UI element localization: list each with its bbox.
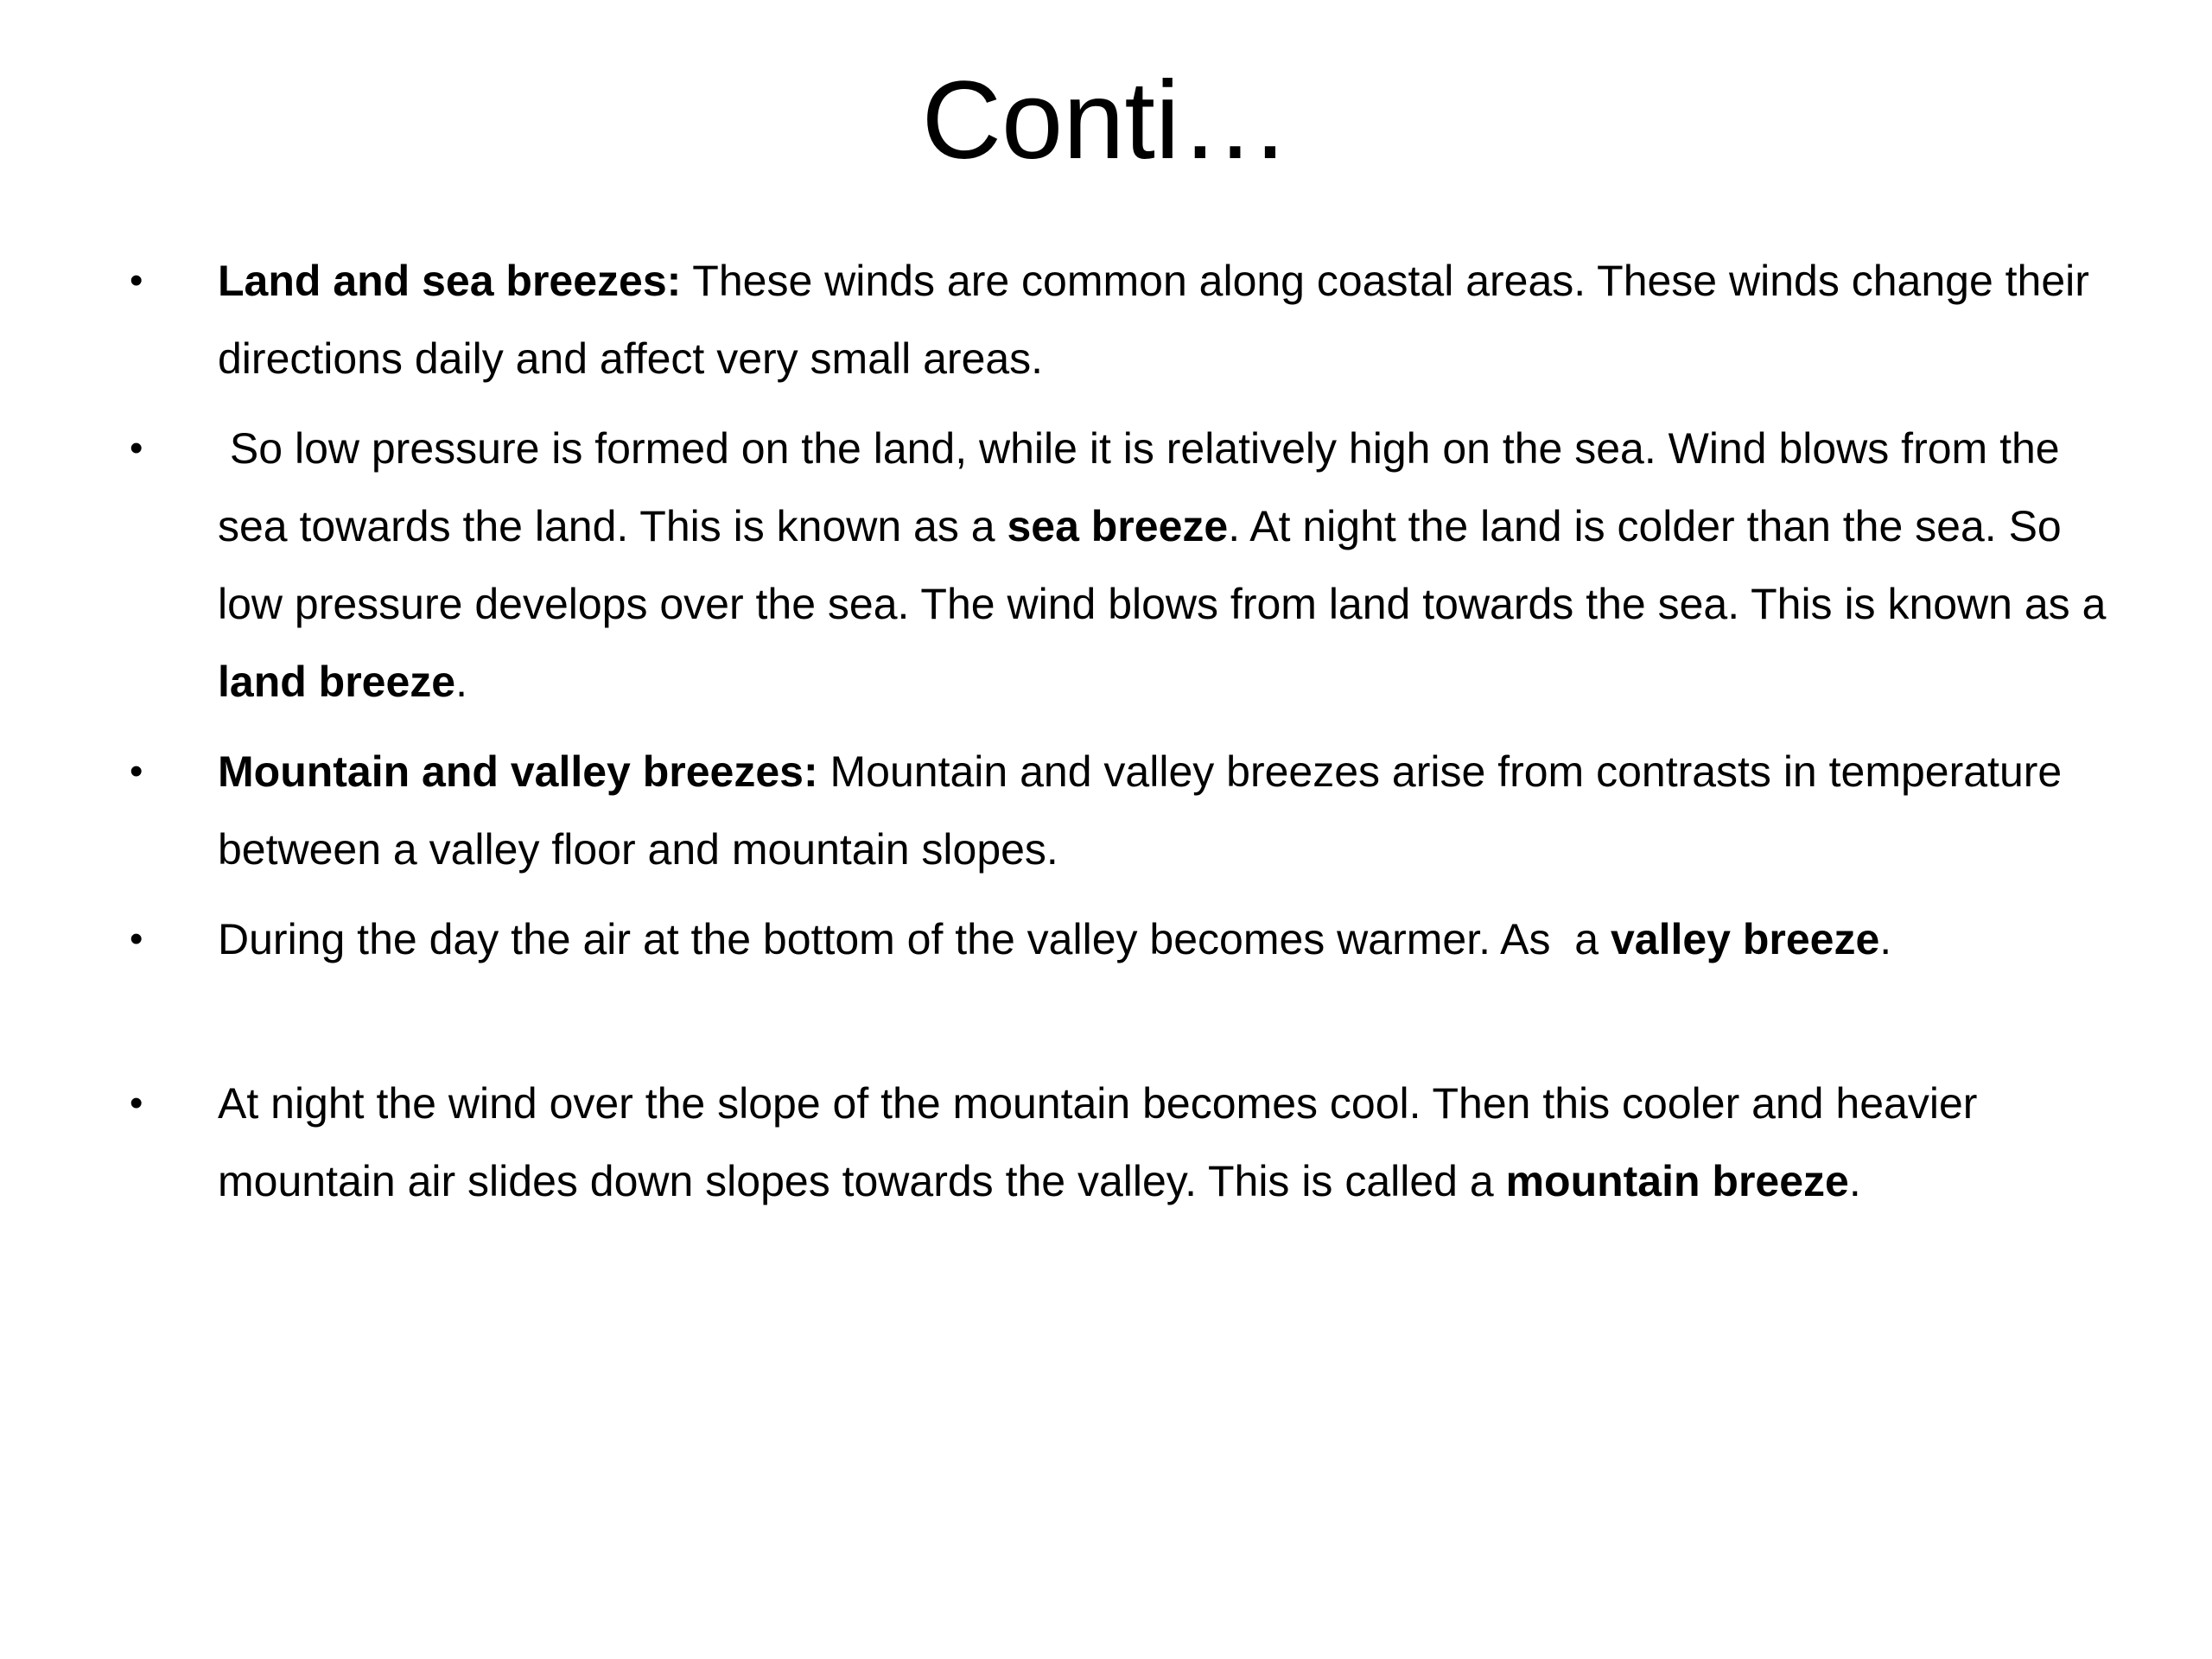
bullet-text-run: These winds are common along coastal areas. These winds change their directions daily and affect very small areas. <box>218 257 2089 383</box>
bullet-text <box>218 424 2106 706</box>
bullet-item-mountain-valley-breezes <box>130 733 2117 888</box>
bullet-text-bold: Land and sea breezes: <box>218 257 682 305</box>
bullet-item-valley-breeze <box>130 900 2117 978</box>
bullet-text-run: Mountain and valley breezes arise from contrasts in temperature between a valley floor and mountain slopes. <box>218 747 2063 874</box>
bullet-list <box>130 242 2117 1232</box>
bullet-text-bold: sea breeze <box>1007 502 1229 550</box>
bullet-icon: • <box>130 1082 143 1124</box>
bullet-icon: • <box>130 259 143 302</box>
bullet-text-run: . At night the land is colder than the sea. So low pressure develops over the sea. The wind blows from land towards the sea. This is known as a <box>218 502 2107 628</box>
bullet-text <box>218 1079 1977 1205</box>
bullet-text-run: . <box>455 658 468 706</box>
bullet-text-run: . <box>1879 915 1892 963</box>
bullet-icon: • <box>130 427 143 469</box>
bullet-text <box>218 915 1891 963</box>
bullet-text-run: During the day the air at the bottom of the valley becomes warmer. As a <box>218 915 1611 963</box>
bullet-item-mountain-breeze <box>130 1065 2117 1220</box>
bullet-text-bold: Mountain and valley breezes: <box>218 747 818 796</box>
bullet-text-bold: land breeze <box>218 658 456 706</box>
bullet-text-bold: valley breeze <box>1610 915 1880 963</box>
bullet-icon: • <box>130 918 143 960</box>
slide-title: Conti… <box>921 59 1291 182</box>
bullet-item-land-sea-breezes <box>130 242 2117 397</box>
bullet-text <box>218 257 2089 383</box>
bullet-text <box>218 747 2062 874</box>
bullet-text-bold: mountain breeze <box>1505 1157 1849 1205</box>
bullet-icon: • <box>130 750 143 792</box>
bullet-text-run: So low pressure is formed on the land, while it is relatively high on the sea. Wind blows from the sea towards the land. This is known as a <box>218 424 2072 550</box>
bullet-item-low-pressure <box>130 410 2117 721</box>
bullet-text-run: At night the wind over the slope of the mountain becomes cool. Then this cooler and heavier mountain air slides down slopes towards the valley. This is called a <box>218 1079 1978 1205</box>
bullet-text-run: . <box>1848 1157 1861 1205</box>
